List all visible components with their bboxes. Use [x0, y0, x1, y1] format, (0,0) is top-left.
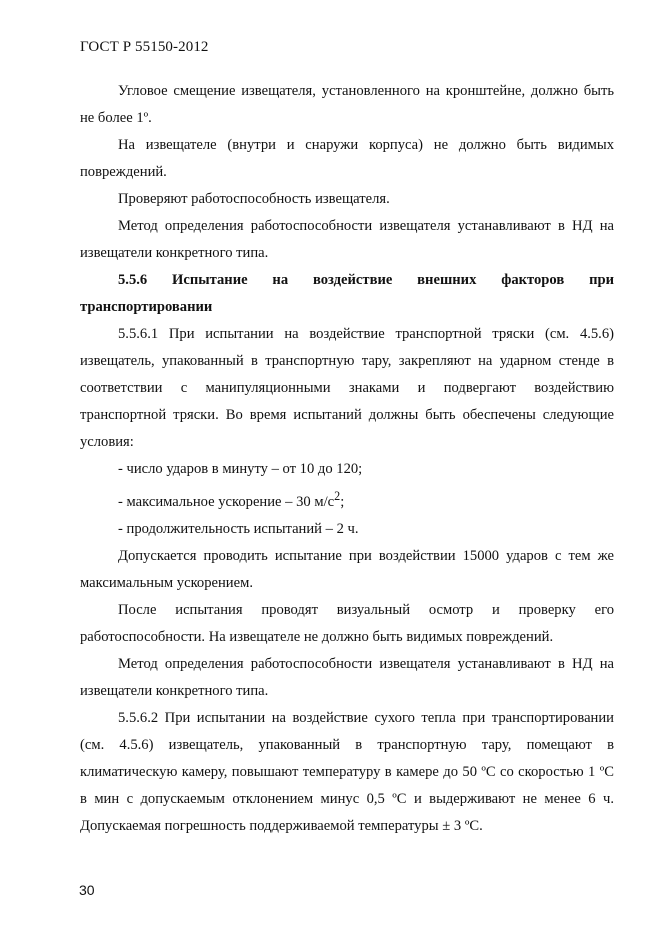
list-item-impacts-per-minute: - число ударов в минуту – от 10 до 120; [118, 461, 363, 477]
superscript-squared: 2 [334, 489, 341, 503]
paragraph-no-damage: На извещателе (внутри и снаружи корпуса) не должно быть видимых повреждений. [80, 137, 614, 180]
paragraph-5-5-6-2: 5.5.6.2 При испытании на воздействие сухого тепла при транспортировании (см. 4.5.6) извещатель, упакованный в транспортную тару, помещают в климатическую камеру, повышают температуру в камере до 50 ºС со скоростью 1 ºС в мин с допускаемым отклонением минус 0,5 ºС и выдерживают не менее 6 ч. Допускаемая погрешность поддерживаемой температуры ± 3 ºС. [80, 709, 614, 834]
paragraph-visual-inspection: После испытания проводят визуальный осмотр и проверку его работоспособности. На извещателе не должно быть видимых повреждений. [80, 601, 614, 645]
paragraph-method-operability: Метод определения работоспособности извещателя устанавливают в НД на извещатели конкретного типа. [80, 218, 614, 261]
section-heading-5-5-6: 5.5.6 Испытание на воздействие внешних факторов при транспортировании [80, 272, 614, 315]
list-item-max-acceleration-text: - максимальное ускорение – 30 м/с [118, 493, 335, 510]
paragraph-15000-impacts: Допускается проводить испытание при воздействии 15000 ударов с тем же максимальным ускорением. [80, 547, 614, 591]
list-item-max-acceleration [80, 483, 614, 516]
list-item-max-acceleration-end: ; [340, 493, 345, 510]
page-number: 30 [79, 882, 95, 898]
paragraph-check-operability: Проверяют работоспособность извещателя. [118, 191, 390, 207]
document-body [80, 78, 614, 840]
paragraph-method-operability-2: Метод определения работоспособности извещателя устанавливают в НД на извещатели конкретного типа. [80, 655, 614, 699]
paragraph-5-5-6-1: 5.5.6.1 При испытании на воздействие транспортной тряски (см. 4.5.6) извещатель, упакованный в транспортную тару, закрепляют на ударном стенде в соответствии с манипуляционными знаками и подвергают воздействию транспортной тряски. Во время испытаний должны быть обеспечены следующие условия: [80, 326, 614, 450]
document-code-header: ГОСТ Р 55150-2012 [80, 39, 209, 55]
paragraph-angular-displacement: Угловое смещение извещателя, установленного на кронштейне, должно быть не более 1º. [80, 83, 614, 126]
list-item-test-duration: - продолжительность испытаний – 2 ч. [118, 520, 359, 537]
